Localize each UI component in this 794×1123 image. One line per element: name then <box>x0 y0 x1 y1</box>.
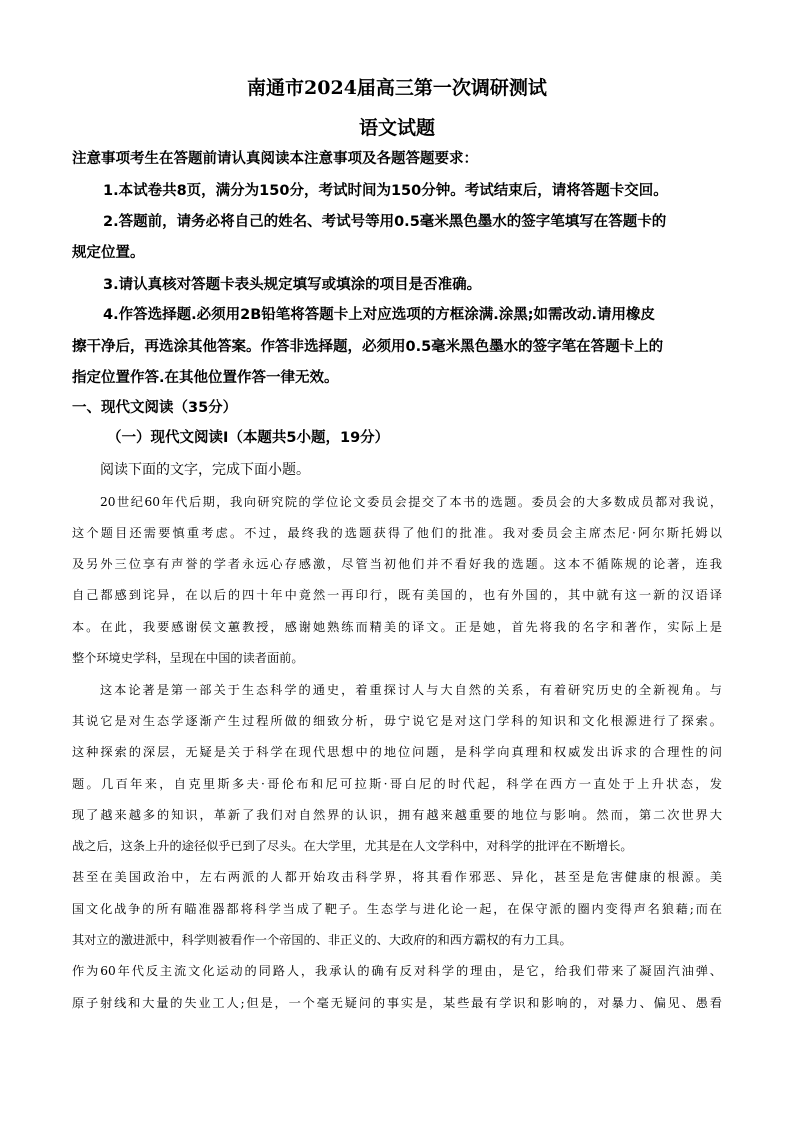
passage-line: 及另外三位享有声誉的学者永远心存感激，尽管当初他们并不看好我的选题。这本不循陈规的论著，连我 <box>72 557 722 571</box>
passage-line: 这本论著是第一部关于生态科学的通史，着重探讨人与大自然的关系，有着研究历史的全新视角。与 <box>100 683 722 697</box>
notice-item-1: 1.本试卷共8页，满分为150分，考试时间为150分钟。考试结束后，请将答题卡交回。 <box>103 183 668 199</box>
passage-line: 其说它是对生态学逐渐产生过程所做的细致分析，毋宁说它是对这门学科的知识和文化根源进行了探索。 <box>72 714 722 728</box>
notice-item-4-line-1: 4.作答选择题.必须用2B铅笔将答题卡上对应选项的方框涂满.涂黑;如需改动.请用橡皮 <box>103 307 656 323</box>
notice-item-2-line-2: 规定位置。 <box>72 245 145 261</box>
passage-line: 作为60年代反主流文化运动的同路人，我承认的确有反对科学的理由，是它，给我们带来了凝固汽油弹、 <box>72 964 722 978</box>
subject-title: 语文试题 <box>358 117 435 139</box>
reading-instruction: 阅读下面的文字，完成下面小题。 <box>100 462 310 478</box>
passage-line: 其对立的激进派中，科学则被看作一个帝国的、非正义的、大政府的和西方霸权的有力工具。 <box>72 933 572 947</box>
passage-line: 甚至在美国政治中，左右两派的人都开始攻击科学界，将其看作邪恶、异化，甚至是危害健康的根源。美 <box>72 870 722 884</box>
passage-line: 原子射线和大量的失业工人;但是，一个毫无疑问的事实是，某些最有学识和影响的，对暴力、偏见、愚看 <box>72 996 722 1010</box>
section-heading: 一、现代文阅读（35分） <box>72 400 238 416</box>
passage-line: 国文化战争的所有瞄准器都将科学当成了靶子。生态学与进化论一起，在保守派的圈内变得声名狼藉;而在 <box>72 902 722 916</box>
passage-line: 整个环境史学科，呈现在中国的读者面前。 <box>72 651 304 665</box>
notice-item-3: 3.请认真核对答题卡表头规定填写或填涂的项目是否准确。 <box>103 277 482 293</box>
notice-item-4-line-3: 指定位置作答.在其他位置作答一律无效。 <box>72 370 339 386</box>
passage-line: 自己都感到诧异，在以后的四十年中竟然一再印行，既有美国的，也有外国的，其中就有这一新的汉语译 <box>72 588 722 602</box>
passage-line: 战之后，这条上升的途径似乎已到了尽头。在大学里，尤其是在人文学科中，对科学的批评在不断增长。 <box>72 839 633 853</box>
notice-item-4-line-2: 擦干净后，再选涂其他答案。作答非选择题，必须用0.5毫米黑色墨水的签字笔在答题卡上的 <box>72 339 664 355</box>
notice-item-2-line-1: 2.答题前，请务必将自己的姓名、考试号等用0.5毫米黑色墨水的签字笔填写在答题卡的 <box>103 214 667 230</box>
passage-line: 这种探索的深层，无疑是关于科学在现代思想中的地位问题，是科学向真理和权威发出诉求的合理性的问 <box>72 745 722 759</box>
passage-line: 题。几百年来，自克里斯多夫·哥伦布和尼可拉斯·哥白尼的时代起，科学在西方一直处于上升状态，发 <box>72 777 722 791</box>
exam-title: 南通市2024届高三第一次调研测试 <box>247 77 547 99</box>
passage-line: 本。在此，我要感谢侯文蕙教授，感谢她熟练而精美的译文。正是她，首先将我的名字和著作，实际上是 <box>72 620 722 634</box>
section-subheading: （一）现代文阅读Ⅰ（本题共5小题，19分） <box>107 430 390 446</box>
passage-line: 现了越来越多的知识，革新了我们对自然界的认识，拥有越来越重要的地位与影响。然而，第二次世界大 <box>72 808 722 822</box>
passage-line: 这个题目还需要慎重考虑。不过，最终我的选题获得了他们的批准。我对委员会主席杰尼·阿尔斯托姆以 <box>72 526 722 540</box>
notice-heading: 注意事项考生在答题前请认真阅读本注意事项及各题答题要求： <box>72 151 478 167</box>
passage-line: 20世纪60年代后期，我向研究院的学位论文委员会提交了本书的选题。委员会的大多数成员都对我说， <box>100 495 722 509</box>
